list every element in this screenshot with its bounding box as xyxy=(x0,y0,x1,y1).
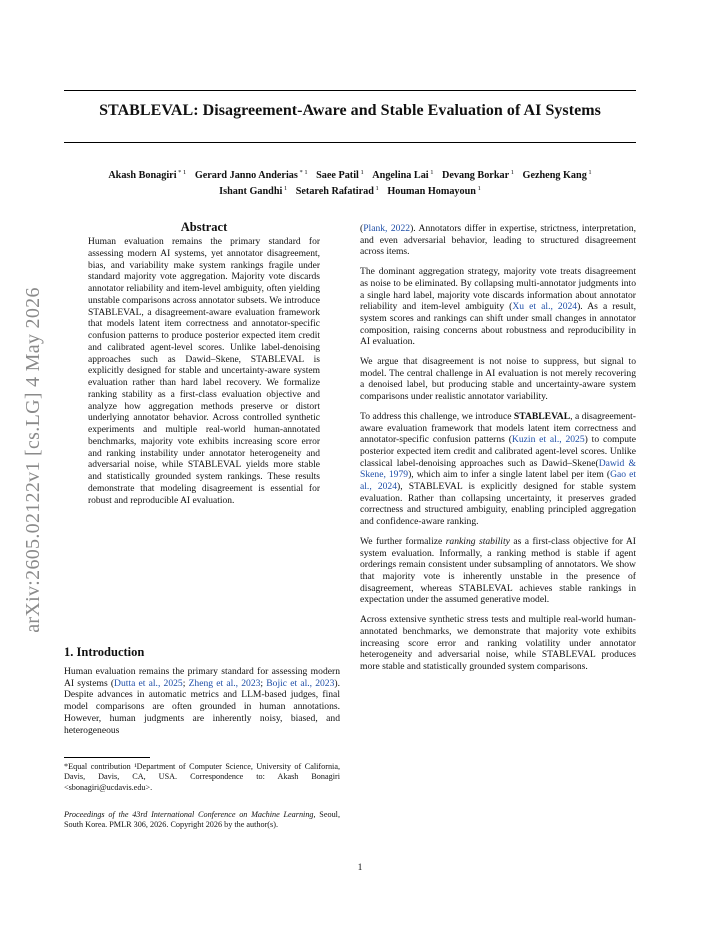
proceedings-rest: , Seoul, South Korea. PMLR 306, 2026. Copyright 2026 by the author(s). xyxy=(64,810,340,830)
author-name xyxy=(372,170,433,181)
author-name-text: Devang Borkar xyxy=(442,170,510,181)
proceedings-venue: Proceedings of the 43rd International Conference on Machine Learning xyxy=(64,810,314,819)
text: To address this challenge, we introduce xyxy=(360,410,514,422)
text: ). Annotators differ in expertise, strictness, interpretation, and even adversarial behavior, leading to structured disagreement across items. xyxy=(360,223,637,258)
author-name-text: Akash Bonagiri xyxy=(108,170,177,181)
intro-text: ; xyxy=(182,677,189,689)
author-name-text: Saee Patil xyxy=(316,170,359,181)
citation-link[interactable]: Kuzin et al., 2025 xyxy=(511,434,585,446)
author-name xyxy=(219,186,287,197)
paragraph xyxy=(360,411,636,528)
method-name: STABLEVAL xyxy=(513,410,571,422)
paper-title: STABLEVAL: Disagreement-Aware and Stable Evaluation of AI Systems xyxy=(99,102,601,119)
text: ), which aim to infer a single latent label per item ( xyxy=(408,469,611,481)
author-name-text: Angelina Lai xyxy=(372,170,429,181)
author-affiliation-mark: 1 xyxy=(373,185,379,192)
author-affiliation-mark: 1 xyxy=(282,185,288,192)
author-name xyxy=(108,170,186,181)
text: as a first-class objective for AI system evaluation. Informally, a ranking method is stable if agent orderings remain consistent under subsampling of annotators. We show that majority vote is inherently unstable in the presence of disagreement, whereas STABLEVAL achieves stable rankings in expectation under the assumed generative model. xyxy=(360,535,636,606)
intro-text: ). Despite advances in automatic metrics and LLM-based judges, final model comparisons are often grounded in human annotations. However, human judgments are inherently noisy, biased, and heterogeneous xyxy=(64,677,340,736)
right-column xyxy=(360,223,636,681)
footnote-rule xyxy=(64,757,150,758)
emphasis: ranking stability xyxy=(445,535,510,547)
author-line-1 xyxy=(64,166,636,182)
author-affiliation-mark: 1 xyxy=(358,169,364,176)
author-name xyxy=(523,170,592,181)
citation-link[interactable]: Plank, 2022 xyxy=(363,223,411,234)
author-name-text: Setareh Rafatirad xyxy=(295,186,374,197)
citation-link[interactable]: Dutta et al., 2025 xyxy=(114,677,183,689)
author-name-text: Gezheng Kang xyxy=(522,170,587,181)
text: , a disagreement-aware evaluation framework that models latent item correctness and annotator-specific confusion patterns ( xyxy=(360,410,636,446)
text: ). As a result, system scores and rankings can shift under small changes in annotator composition, raising concerns about robustness and reproducibility in AI evaluation. xyxy=(360,301,636,348)
title-rule-top xyxy=(64,90,636,91)
text: We further formalize xyxy=(360,535,446,547)
title-rule-bottom xyxy=(64,142,636,143)
author-affiliation-mark: 1 xyxy=(428,169,434,176)
author-list xyxy=(64,166,636,198)
paragraph: (Plank, 2022). Annotators differ in expertise, strictness, interpretation, and even adversarial behavior, leading to structured disagreement across items. xyxy=(360,223,637,258)
author-name xyxy=(442,170,514,181)
citation-link[interactable]: Xu et al., 2024 xyxy=(512,301,578,313)
intro-text: ; xyxy=(260,677,267,689)
author-name xyxy=(316,170,364,181)
author-affiliation-mark: 1 xyxy=(475,185,481,192)
author-affiliation-mark: 1 xyxy=(586,169,592,176)
author-name xyxy=(195,170,308,181)
introduction-heading: 1. Introduction xyxy=(64,645,145,659)
affiliation-footnote: *Equal contribution ¹Department of Computer Science, University of California, Davis, Davis, CA, USA. Correspondence to: Akash Bonagiri <sbonagiri@ucdavis.edu>. xyxy=(64,762,340,792)
page-number: 1 xyxy=(357,862,363,873)
citation-link[interactable]: Bojic et al., 2023 xyxy=(266,677,335,689)
introduction-paragraph-left xyxy=(64,666,340,736)
author-affiliation-mark: * 1 xyxy=(297,169,308,176)
abstract-heading: Abstract xyxy=(180,220,228,234)
text: The dominant aggregation strategy, majority vote treats disagreement as noise to be eliminated. By collapsing multi-annotator judgments into a single hard label, majority vote discards information about annotator reliability and item-level ambiguity ( xyxy=(360,266,636,313)
author-line-2 xyxy=(64,182,636,198)
citation-link[interactable]: Zheng et al., 2023 xyxy=(188,677,261,689)
paragraph xyxy=(360,266,636,348)
proceedings-note xyxy=(64,810,340,831)
author-affiliation-mark: * 1 xyxy=(176,169,187,176)
paragraph: Across extensive synthetic stress tests and multiple real-world human-annotated benchmarks, we demonstrate that majority vote exhibits increasing score error and ranking volatility under annotator heterogeneity and adversarial noise, while STABLEVAL produces more stable and statistically grounded system comparisons. xyxy=(360,614,636,672)
author-name-text: Houman Homayoun xyxy=(387,186,476,197)
text: ), STABLEVAL is explicitly designed for stable system evaluation. Rather than collapsing uncertainty, it preserves graded correctness and structured ambiguity, enabling principled aggregation and confidence-aware ranking. xyxy=(360,481,636,528)
arxiv-identifier-text: arXiv:2605.02122v1 [cs.LG] 4 May 2026 xyxy=(22,287,44,633)
author-affiliation-mark: 1 xyxy=(509,169,514,176)
paragraph: We argue that disagreement is not noise to suppress, but signal to model. The central challenge in AI evaluation is not merely recovering a denoised label, but producing stable and uncertainty-aware system comparisons under realistic annotator variability. xyxy=(360,356,636,403)
intro-text: Human evaluation remains the primary standard for assessing modern AI systems ( xyxy=(64,666,340,689)
citation-link[interactable]: Gao et al., 2024 xyxy=(360,469,637,493)
paragraph xyxy=(360,536,636,606)
citation-link[interactable]: Dawid & Skene, 1979 xyxy=(360,457,636,481)
author-name-text: Ishant Gandhi xyxy=(219,186,283,197)
abstract-body: Human evaluation remains the primary standard for assessing modern AI systems, yet annotator disagreement, bias, and variability make system rankings fragile under standard majority vote aggregation. Majority vote discards annotator reliability and item-level ambiguity, often yielding unstable comparisons across annotator subsets. We introduce STABLEVAL, a disagreement-aware evaluation framework that models latent item correctness and annotator-specific confusion patterns to produce posterior expected item credit and calibrated agent-level scores. Unlike label-denoising approaches such as Dawid–Skene, STABLEVAL is explicitly designed for stable and uncertainty-aware system evaluation rather than hard label recovery. We formalize ranking stability as a first-class evaluation objective and analyze how aggregation methods preserve or distort underlying annotator behavior. Across controlled synthetic experiments and multiple real-world human-annotated benchmarks, majority vote exhibits increasing score error and ranking instability under annotator heterogeneity and adversarial noise, while STABLEVAL yields more stable and statistically grounded system rankings. These results demonstrate that modeling disagreement is essential for robust and reproducible AI evaluation. xyxy=(88,237,320,506)
author-name-text: Gerard Janno Anderias xyxy=(194,170,298,181)
text: ) to compute posterior expected item credit and calibrated agent-level scores. Unlike classical label-denoising approaches such as Dawid–Skene( xyxy=(360,434,636,469)
author-name xyxy=(296,186,379,197)
author-name xyxy=(387,186,480,197)
